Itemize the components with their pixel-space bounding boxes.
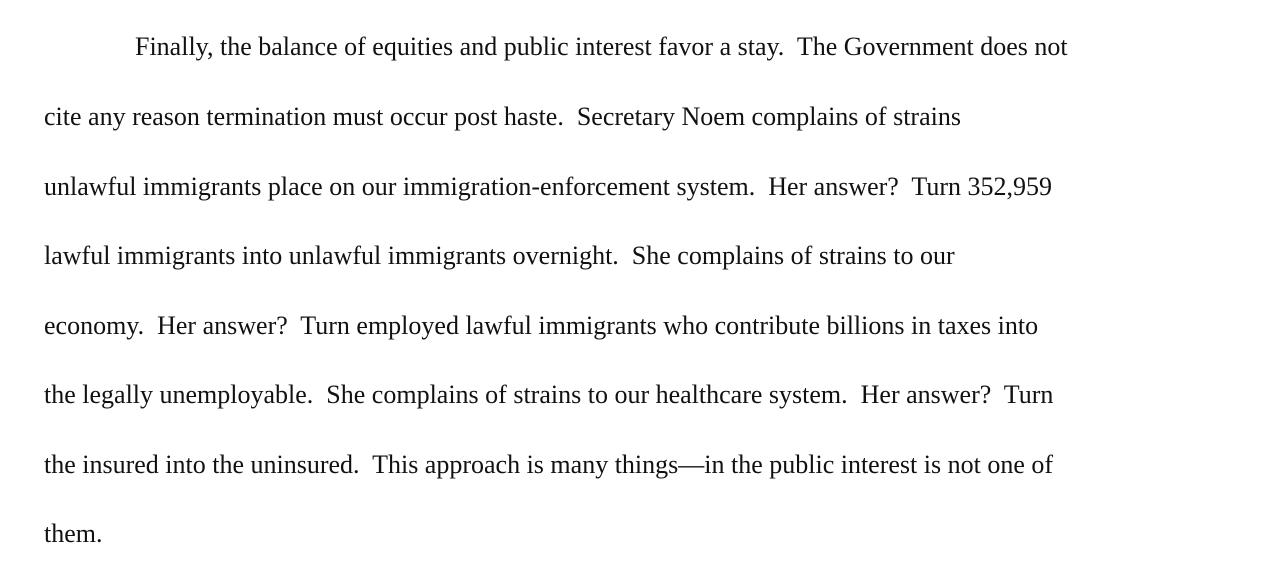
paragraph-line-8: them. xyxy=(44,519,103,548)
paragraph-line-4: lawful immigrants into unlawful immigrants overnight. She complains of strains to our xyxy=(44,241,955,270)
paragraph-line-3: unlawful immigrants place on our immigration-enforcement system. Her answer? Turn 352,959 xyxy=(44,172,1053,201)
paragraph-line-2: cite any reason termination must occur post haste. Secretary Noem complains of strains xyxy=(44,102,961,131)
paragraph-line-7: the insured into the uninsured. This approach is many things—in the public interest is not one of xyxy=(44,450,1054,479)
paragraph-line-6: the legally unemployable. She complains of strains to our healthcare system. Her answer? Turn xyxy=(44,380,1054,409)
paragraph-line-5: economy. Her answer? Turn employed lawful immigrants who contribute billions in taxes into xyxy=(44,311,1039,340)
paragraph-line-1: Finally, the balance of equities and public interest favor a stay. The Government does not xyxy=(135,32,1068,61)
